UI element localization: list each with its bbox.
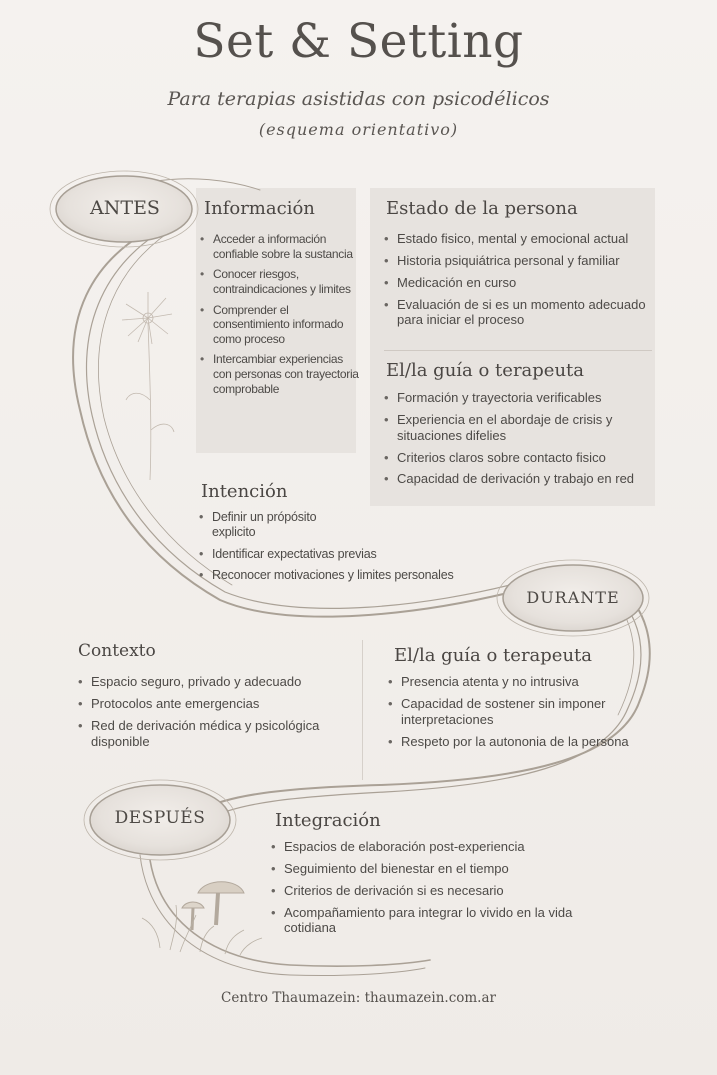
guia-antes-heading: El/la guía o terapeuta xyxy=(386,360,585,381)
list-item: • Capacidad de derivación y trabajo en red xyxy=(384,471,654,487)
informacion-heading: Información xyxy=(204,198,315,219)
estado-heading: Estado de la persona xyxy=(386,198,578,219)
list-item: • Capacidad de sostener sin imponer interpretaciones xyxy=(388,696,648,728)
section-divider xyxy=(384,350,652,351)
guia-durante-list xyxy=(388,674,648,755)
list-item: • Conocer riesgos, contraindicaciones y limites xyxy=(200,267,360,296)
stage-durante-label: DURANTE xyxy=(526,588,620,607)
list-item: • Comprender el consentimiento informado como proceso xyxy=(200,303,360,347)
page-title: Set & Setting xyxy=(193,14,524,69)
list-item: • Acompañamiento para integrar lo vivido en la vida cotidiana xyxy=(271,905,591,937)
list-item: • Acceder a información confiable sobre la sustancia xyxy=(200,232,360,261)
list-item: • Evaluación de si es un momento adecuado para iniciar el proceso xyxy=(384,297,654,329)
list-item: • Red de derivación médica y psicológica disponible xyxy=(78,718,348,750)
list-item: • Identificar expectativas previas xyxy=(199,547,519,562)
list-item: • Estado fisico, mental y emocional actual xyxy=(384,231,654,247)
informacion-list xyxy=(200,232,360,402)
page-note: (esquema orientativo) xyxy=(258,120,459,139)
list-item: • Medicación en curso xyxy=(384,275,654,291)
list-item: • Espacios de elaboración post-experiencia xyxy=(271,839,591,855)
contexto-list xyxy=(78,674,348,755)
list-item: • Espacio seguro, privado y adecuado xyxy=(78,674,348,690)
stage-antes-label: ANTES xyxy=(90,197,160,219)
list-item: • Criterios de derivación si es necesario xyxy=(271,883,591,899)
list-item: • Criterios claros sobre contacto fisico xyxy=(384,450,654,466)
flower-sketch xyxy=(122,292,174,480)
guia-durante-heading: El/la guía o terapeuta xyxy=(394,645,593,666)
stage-despues-label: DESPUÉS xyxy=(114,808,206,828)
page-subtitle: Para terapias asistidas con psicodélicos xyxy=(167,88,550,110)
list-item: • Reconocer motivaciones y limites personales xyxy=(199,568,519,583)
footer-credit: Centro Thaumazein: thaumazein.com.ar xyxy=(221,990,496,1006)
column-divider xyxy=(362,640,363,780)
estado-list xyxy=(384,231,654,334)
integracion-heading: Integración xyxy=(275,810,381,831)
list-item: • Intercambiar experiencias con personas con trayectoria comprobable xyxy=(200,352,360,396)
list-item: • Definir un própósito explicito xyxy=(199,510,347,541)
integracion-list xyxy=(271,839,591,942)
intencion-heading: Intención xyxy=(201,481,288,502)
list-item: • Experiencia en el abordaje de crisis y situaciones difelies xyxy=(384,412,654,444)
list-item: • Respeto por la autononia de la persona xyxy=(388,734,648,750)
contexto-heading: Contexto xyxy=(78,641,156,661)
list-item: • Seguimiento del bienestar en el tiempo xyxy=(271,861,591,877)
list-item: • Historia psiquiátrica personal y familiar xyxy=(384,253,654,269)
list-item: • Presencia atenta y no intrusiva xyxy=(388,674,648,690)
list-item: • Formación y trayectoria verificables xyxy=(384,390,654,406)
guia-antes-list xyxy=(384,390,654,493)
intencion-list xyxy=(199,510,519,589)
list-item: • Protocolos ante emergencias xyxy=(78,696,348,712)
